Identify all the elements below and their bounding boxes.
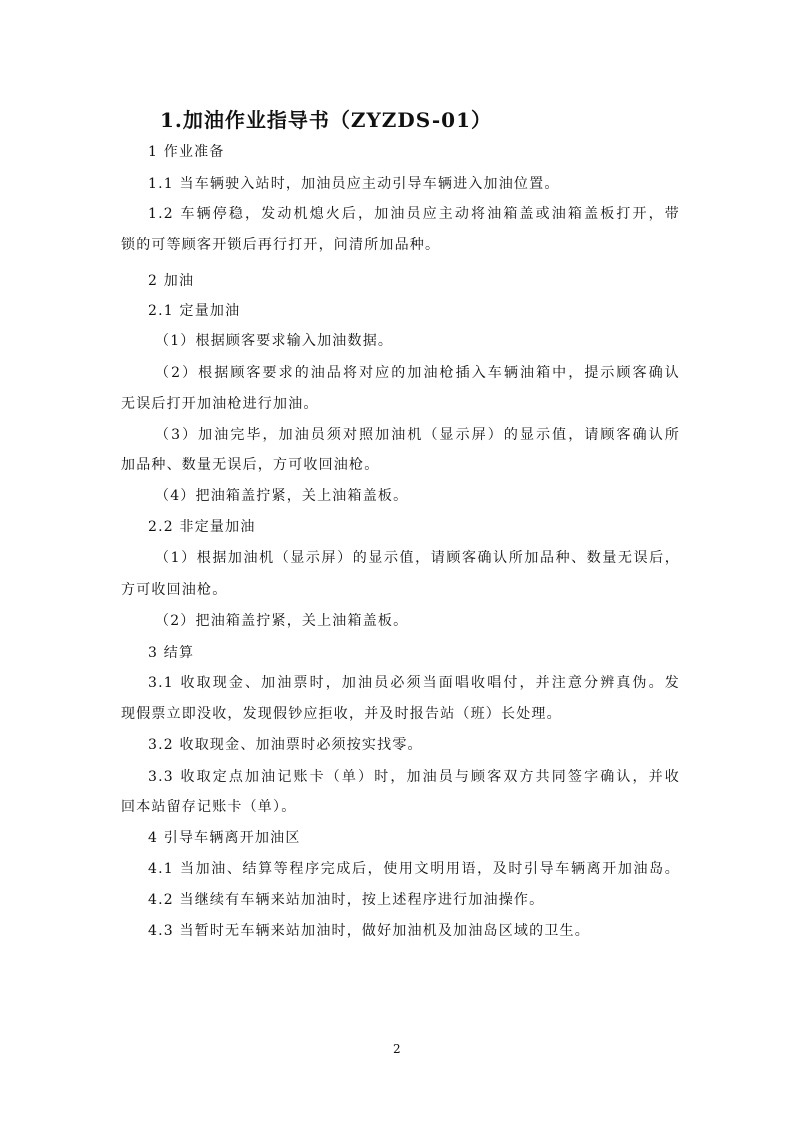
text-line: （4）把油箱盖拧紧，关上油箱盖板。 (155, 488, 409, 504)
document-title: 1.加油作业指导书（ZYZDS-01） (160, 108, 493, 132)
text-line: 4 引导车辆离开加油区 (148, 830, 301, 846)
page-number: 2 (393, 1042, 401, 1056)
text-line: 3.3 收取定点加油记账卡（单）时，加油员与顾客双方共同签字确认，并收 (148, 769, 680, 785)
text-line: 1.1 当车辆驶入站时，加油员应主动引导车辆进入加油位置。 (148, 176, 560, 192)
text-line: 2.2 非定量加油 (148, 519, 256, 535)
text-line: 无误后打开加油枪进行加油。 (121, 396, 319, 412)
text-line: （2）把油箱盖拧紧，关上油箱盖板。 (155, 613, 409, 629)
text-line: 4.1 当加油、结算等程序完成后，使用文明用语，及时引导车辆离开加油岛。 (148, 861, 680, 877)
text-line: 现假票立即没收，发现假钞应拒收，并及时报告站（班）长处理。 (121, 706, 562, 722)
text-line: （3）加油完毕，加油员须对照加油机（显示屏）的显示值，请顾客确认所 (155, 427, 680, 443)
text-line: 2 加油 (148, 273, 195, 289)
text-line: 4.2 当继续有车辆来站加油时，按上述程序进行加油操作。 (148, 892, 545, 908)
text-line: 1 作业准备 (148, 144, 225, 160)
text-line: 3 结算 (148, 645, 195, 661)
text-line: 锁的可等顾客开锁后再行打开，问清所加品种。 (121, 237, 441, 253)
text-line: 加品种、数量无误后，方可收回油枪。 (121, 457, 380, 473)
text-line: （1）根据顾客要求输入加油数据。 (155, 333, 394, 349)
text-line: 2.1 定量加油 (148, 303, 241, 319)
text-line: 方可收回油枪。 (121, 582, 228, 598)
text-line: 1.2 车辆停稳，发动机熄火后，加油员应主动将油箱盖或油箱盖板打开，带 (148, 206, 680, 222)
text-line: 3.2 收取现金、加油票时必须按实找零。 (148, 737, 423, 753)
text-line: 回本站留存记账卡（单）。 (121, 799, 297, 815)
text-line: （1）根据加油机（显示屏）的显示值，请顾客确认所加品种、数量无误后， (155, 550, 680, 566)
text-line: （2）根据顾客要求的油品将对应的加油枪插入车辆油箱中，提示顾客确认 (155, 365, 680, 381)
text-line: 3.1 收取现金、加油票时，加油员必须当面唱收唱付，并注意分辨真伪。发 (148, 675, 680, 691)
text-line: 4.3 当暂时无车辆来站加油时，做好加油机及加油岛区域的卫生。 (148, 923, 590, 939)
